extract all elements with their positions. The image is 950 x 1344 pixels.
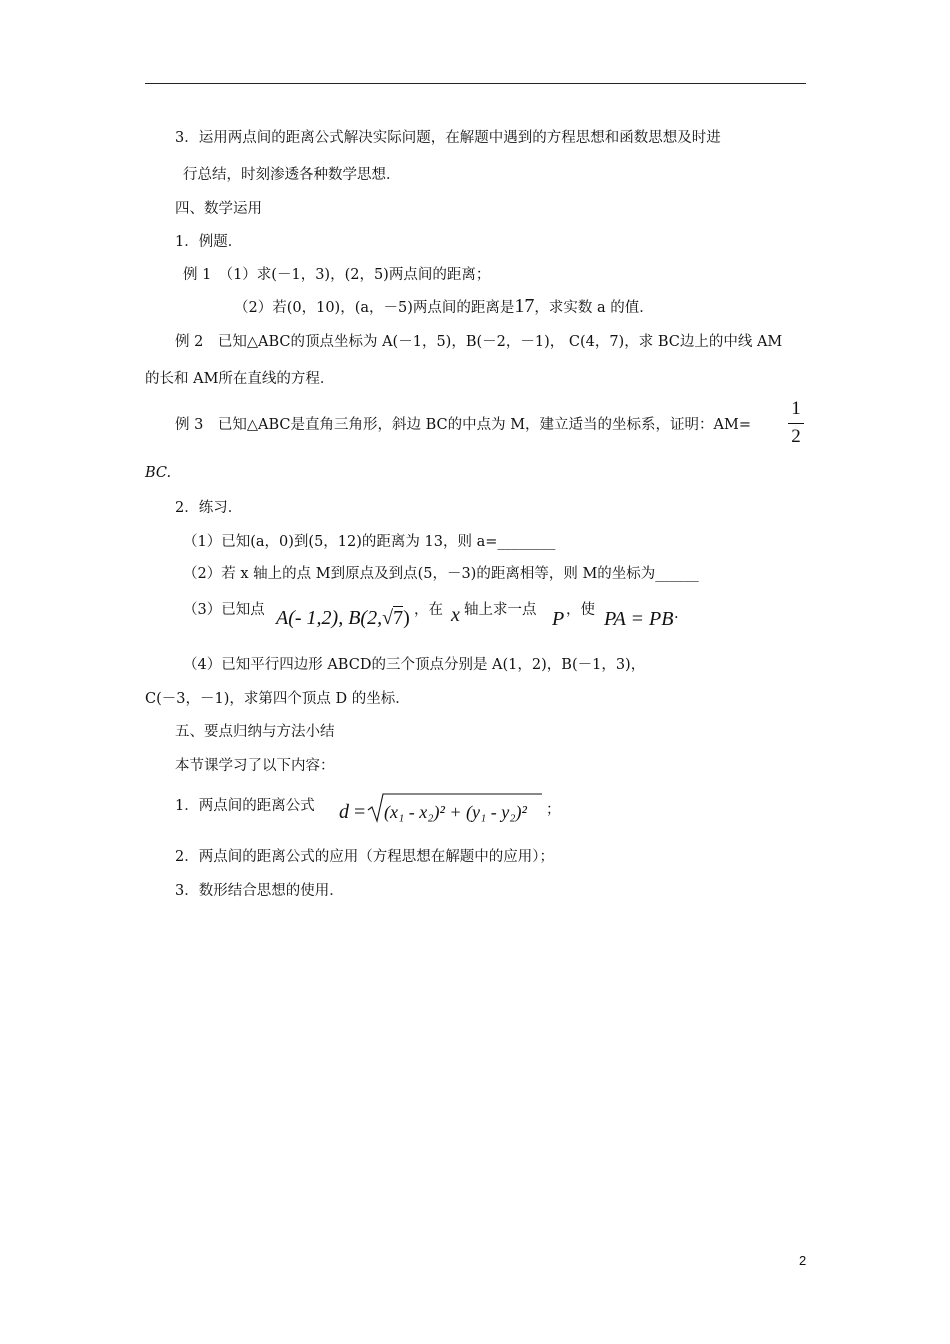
point3-line2: 行总结，时刻渗透各种数学思想． bbox=[183, 167, 401, 183]
summary-2: 2．两点间的距离公式的应用（方程思想在解题中的应用）； bbox=[175, 849, 554, 865]
summary-1-post: ； bbox=[546, 802, 561, 818]
example3-line2: BC. bbox=[145, 465, 172, 481]
practice-1: （1）已知(a，0)到(5，12)的距离为 13，则 a=________ bbox=[183, 534, 556, 550]
practice-3-equation: PA = PB bbox=[604, 608, 674, 630]
section5-title: 五、要点归纳与方法小结 bbox=[175, 724, 335, 740]
practice-3-points-text: A(- 1,2), B(2, bbox=[276, 607, 383, 629]
example1-line2-text-b: ，求实数 a 的值． bbox=[534, 300, 654, 316]
fraction-numerator: 1 bbox=[791, 398, 801, 419]
practice-3-sqrt: 7 bbox=[393, 607, 404, 629]
practice-3-P: P bbox=[552, 608, 565, 630]
distance-formula bbox=[366, 790, 546, 826]
summary-intro: 本节课学习了以下内容： bbox=[175, 758, 335, 774]
page-number: 2 bbox=[799, 1253, 807, 1268]
fraction-bar bbox=[788, 423, 804, 424]
summary-3: 3．数形结合思想的使用． bbox=[175, 883, 344, 899]
practice-title: 2．练习． bbox=[175, 500, 243, 516]
example1-line2 bbox=[234, 296, 654, 318]
fraction-denominator: 2 bbox=[791, 426, 801, 447]
practice-3-close: ) bbox=[403, 607, 410, 629]
summary-1-d: d bbox=[339, 801, 349, 823]
practice-3-x: x bbox=[451, 604, 460, 626]
practice-3-end: . bbox=[674, 606, 679, 622]
distance-formula-body: (x₁ - x₂)² + (y₁ - y₂)² bbox=[384, 802, 527, 822]
examples-title: 1．例题． bbox=[175, 234, 243, 250]
practice-3-mid2: 轴上求一点 bbox=[464, 602, 537, 618]
practice-3-comma: ，使 bbox=[566, 602, 595, 618]
point3-line1: 3．运用两点间的距离公式解决实际问题，在解题中遇到的方程思想和函数思想及时进 bbox=[175, 130, 721, 146]
practice-3-mid: ，在 bbox=[414, 602, 443, 618]
summary-1-eq: = bbox=[354, 801, 366, 823]
summary-1-prefix: 1．两点间的距离公式 bbox=[175, 798, 315, 814]
example3-line1: 例 3 已知△ABC是直角三角形，斜边 BC的中点为 M，建立适当的坐标系，证明：AM= bbox=[175, 417, 752, 433]
example2-line1: 例 2 已知△ABC的顶点坐标为 A(－1，5)，B(－2，－1)， C(4，7)，求 BC边上的中线 AM bbox=[175, 334, 783, 350]
example1-line2-text-a: （2）若(0，10)，(a，－5)两点间的距离是 bbox=[234, 300, 515, 316]
header-rule bbox=[145, 83, 806, 84]
practice-4-line1: （4）已知平行四边形 ABCD的三个顶点分别是 A(1，2)，B(－1，3)， bbox=[183, 657, 646, 673]
section4-title: 四、数学运用 bbox=[175, 201, 262, 217]
example2-line2: 的长和 AM所在直线的方程． bbox=[145, 371, 335, 387]
example1-sqrt-value: 17 bbox=[514, 295, 535, 317]
practice-3-points: A(- 1,2), B(2,√7) bbox=[276, 607, 410, 629]
practice-4-line2: C(－3，－1)，求第四个顶点 D 的坐标． bbox=[145, 691, 410, 707]
example1-line1: 例 1 （1）求(－1，3)，(2，5)两点间的距离； bbox=[183, 267, 491, 283]
practice-3-prefix: （3）已知点 bbox=[183, 602, 265, 618]
practice-2: （2）若 x 轴上的点 M到原点及到点(5，－3)的距离相等，则 M的坐标为______ bbox=[183, 566, 699, 582]
